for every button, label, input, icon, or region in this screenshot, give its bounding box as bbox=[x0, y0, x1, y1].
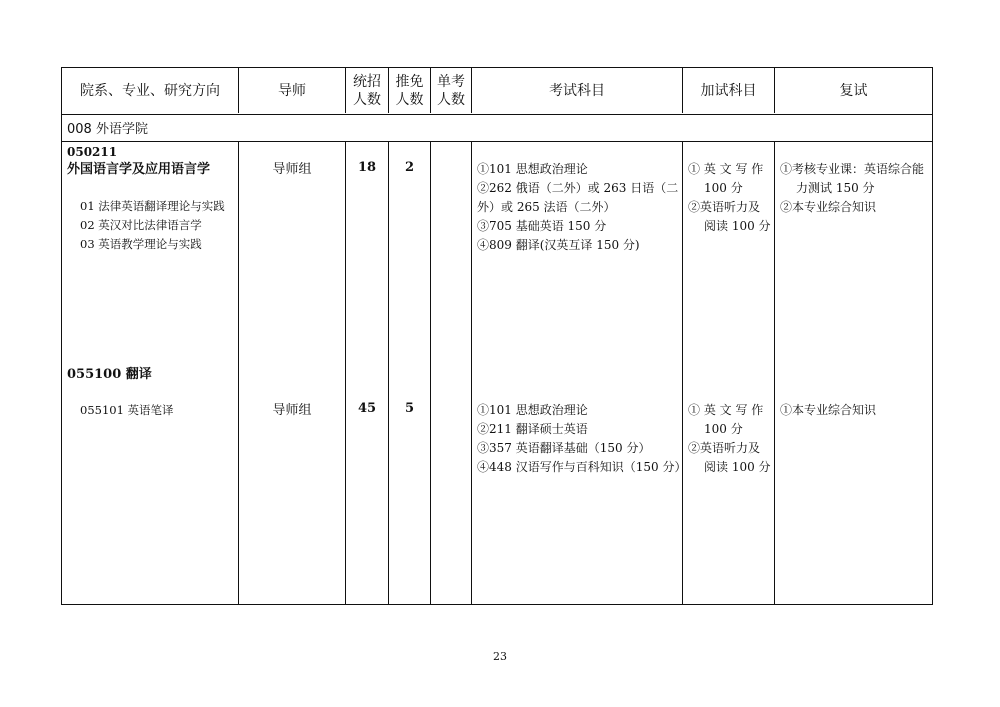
exam-subject: ③705 基础英语 150 分 bbox=[477, 219, 607, 233]
col-divider bbox=[238, 141, 239, 605]
header-single bbox=[431, 68, 471, 114]
extra-subject: 阅读 100 分 bbox=[704, 460, 771, 474]
exam-subjects bbox=[477, 160, 681, 255]
header-exempt bbox=[389, 68, 430, 114]
header-exam: 考试科目 bbox=[549, 83, 605, 99]
extra-subject: ① 英 文 写 作 bbox=[688, 403, 764, 417]
extra-subject: 100 分 bbox=[704, 181, 743, 195]
retest-subject: ②本专业综合知识 bbox=[780, 200, 877, 214]
retest-subjects bbox=[780, 401, 932, 420]
advisor: 导师组 bbox=[272, 403, 312, 418]
header-extra: 加试科目 bbox=[700, 83, 757, 99]
header-exempt-line2: 人数 bbox=[395, 92, 424, 108]
header-quota-line1: 统招 bbox=[353, 74, 381, 90]
extra-subjects bbox=[688, 160, 774, 236]
extra-subject: ① 英 文 写 作 bbox=[688, 162, 764, 176]
exam-subject: ③357 英语翻译基础（150 分） bbox=[477, 441, 651, 455]
program-code-name: 055100 翻译 bbox=[67, 367, 152, 382]
extra-subject: 阅读 100 分 bbox=[704, 219, 771, 233]
exempt-count: 5 bbox=[404, 401, 415, 416]
extra-subject: ②英语听力及 bbox=[688, 441, 761, 455]
header-advisor: 导师 bbox=[278, 83, 306, 99]
exam-subject: 外）或 265 法语（二外） bbox=[477, 200, 616, 214]
header-quota bbox=[346, 68, 388, 114]
header-single-line2: 人数 bbox=[437, 92, 465, 108]
retest-subject: 力测试 150 分 bbox=[796, 181, 875, 195]
header-retest: 复试 bbox=[839, 83, 868, 99]
retest-subject: ①本专业综合知识 bbox=[780, 403, 877, 417]
program-code: 050211 bbox=[67, 145, 118, 159]
exam-subject: ①101 思想政治理论 bbox=[477, 403, 588, 417]
department-name: 008 外语学院 bbox=[67, 122, 148, 137]
exam-subject: ②262 俄语（二外）或 263 日语（二 bbox=[477, 181, 679, 195]
quota-count: 45 bbox=[357, 401, 377, 416]
header-rule bbox=[61, 114, 933, 115]
exam-subject: ①101 思想政治理论 bbox=[477, 162, 588, 176]
advisor: 导师组 bbox=[272, 162, 312, 177]
extra-subject: ②英语听力及 bbox=[688, 200, 761, 214]
exam-subject: ④448 汉语写作与百科知识（150 分） bbox=[477, 460, 687, 474]
research-direction: 02 英汉对比法律语言学 bbox=[80, 218, 202, 232]
exam-subject: ④809 翻译(汉英互译 150 分) bbox=[477, 238, 640, 252]
exam-subjects bbox=[477, 401, 687, 477]
col-divider bbox=[345, 141, 346, 605]
quota-count: 18 bbox=[357, 160, 377, 175]
header-single-line1: 单考 bbox=[437, 74, 465, 90]
exam-subject: ②211 翻译硕士英语 bbox=[477, 422, 588, 436]
col-divider bbox=[682, 141, 683, 605]
col-divider bbox=[430, 141, 431, 605]
retest-subject: ①考核专业课：英语综合能 bbox=[780, 162, 925, 176]
research-direction: 055101 英语笔译 bbox=[80, 403, 174, 417]
research-direction: 03 英语教学理论与实践 bbox=[80, 237, 202, 251]
page-number: 23 bbox=[493, 650, 507, 663]
retest-subjects bbox=[780, 160, 932, 217]
header-quota-line2: 人数 bbox=[353, 92, 381, 108]
extra-subject: 100 分 bbox=[704, 422, 743, 436]
col-divider bbox=[388, 141, 389, 605]
header-department: 院系、专业、研究方向 bbox=[80, 83, 220, 99]
extra-subjects bbox=[688, 401, 774, 477]
header-exempt-line1: 推免 bbox=[395, 74, 424, 90]
col-divider bbox=[774, 141, 775, 605]
exempt-count: 2 bbox=[404, 160, 415, 175]
research-direction: 01 法律英语翻译理论与实践 bbox=[80, 199, 225, 213]
program-name: 外国语言学及应用语言学 bbox=[67, 162, 211, 177]
col-divider bbox=[471, 141, 472, 605]
department-rule bbox=[61, 141, 933, 142]
